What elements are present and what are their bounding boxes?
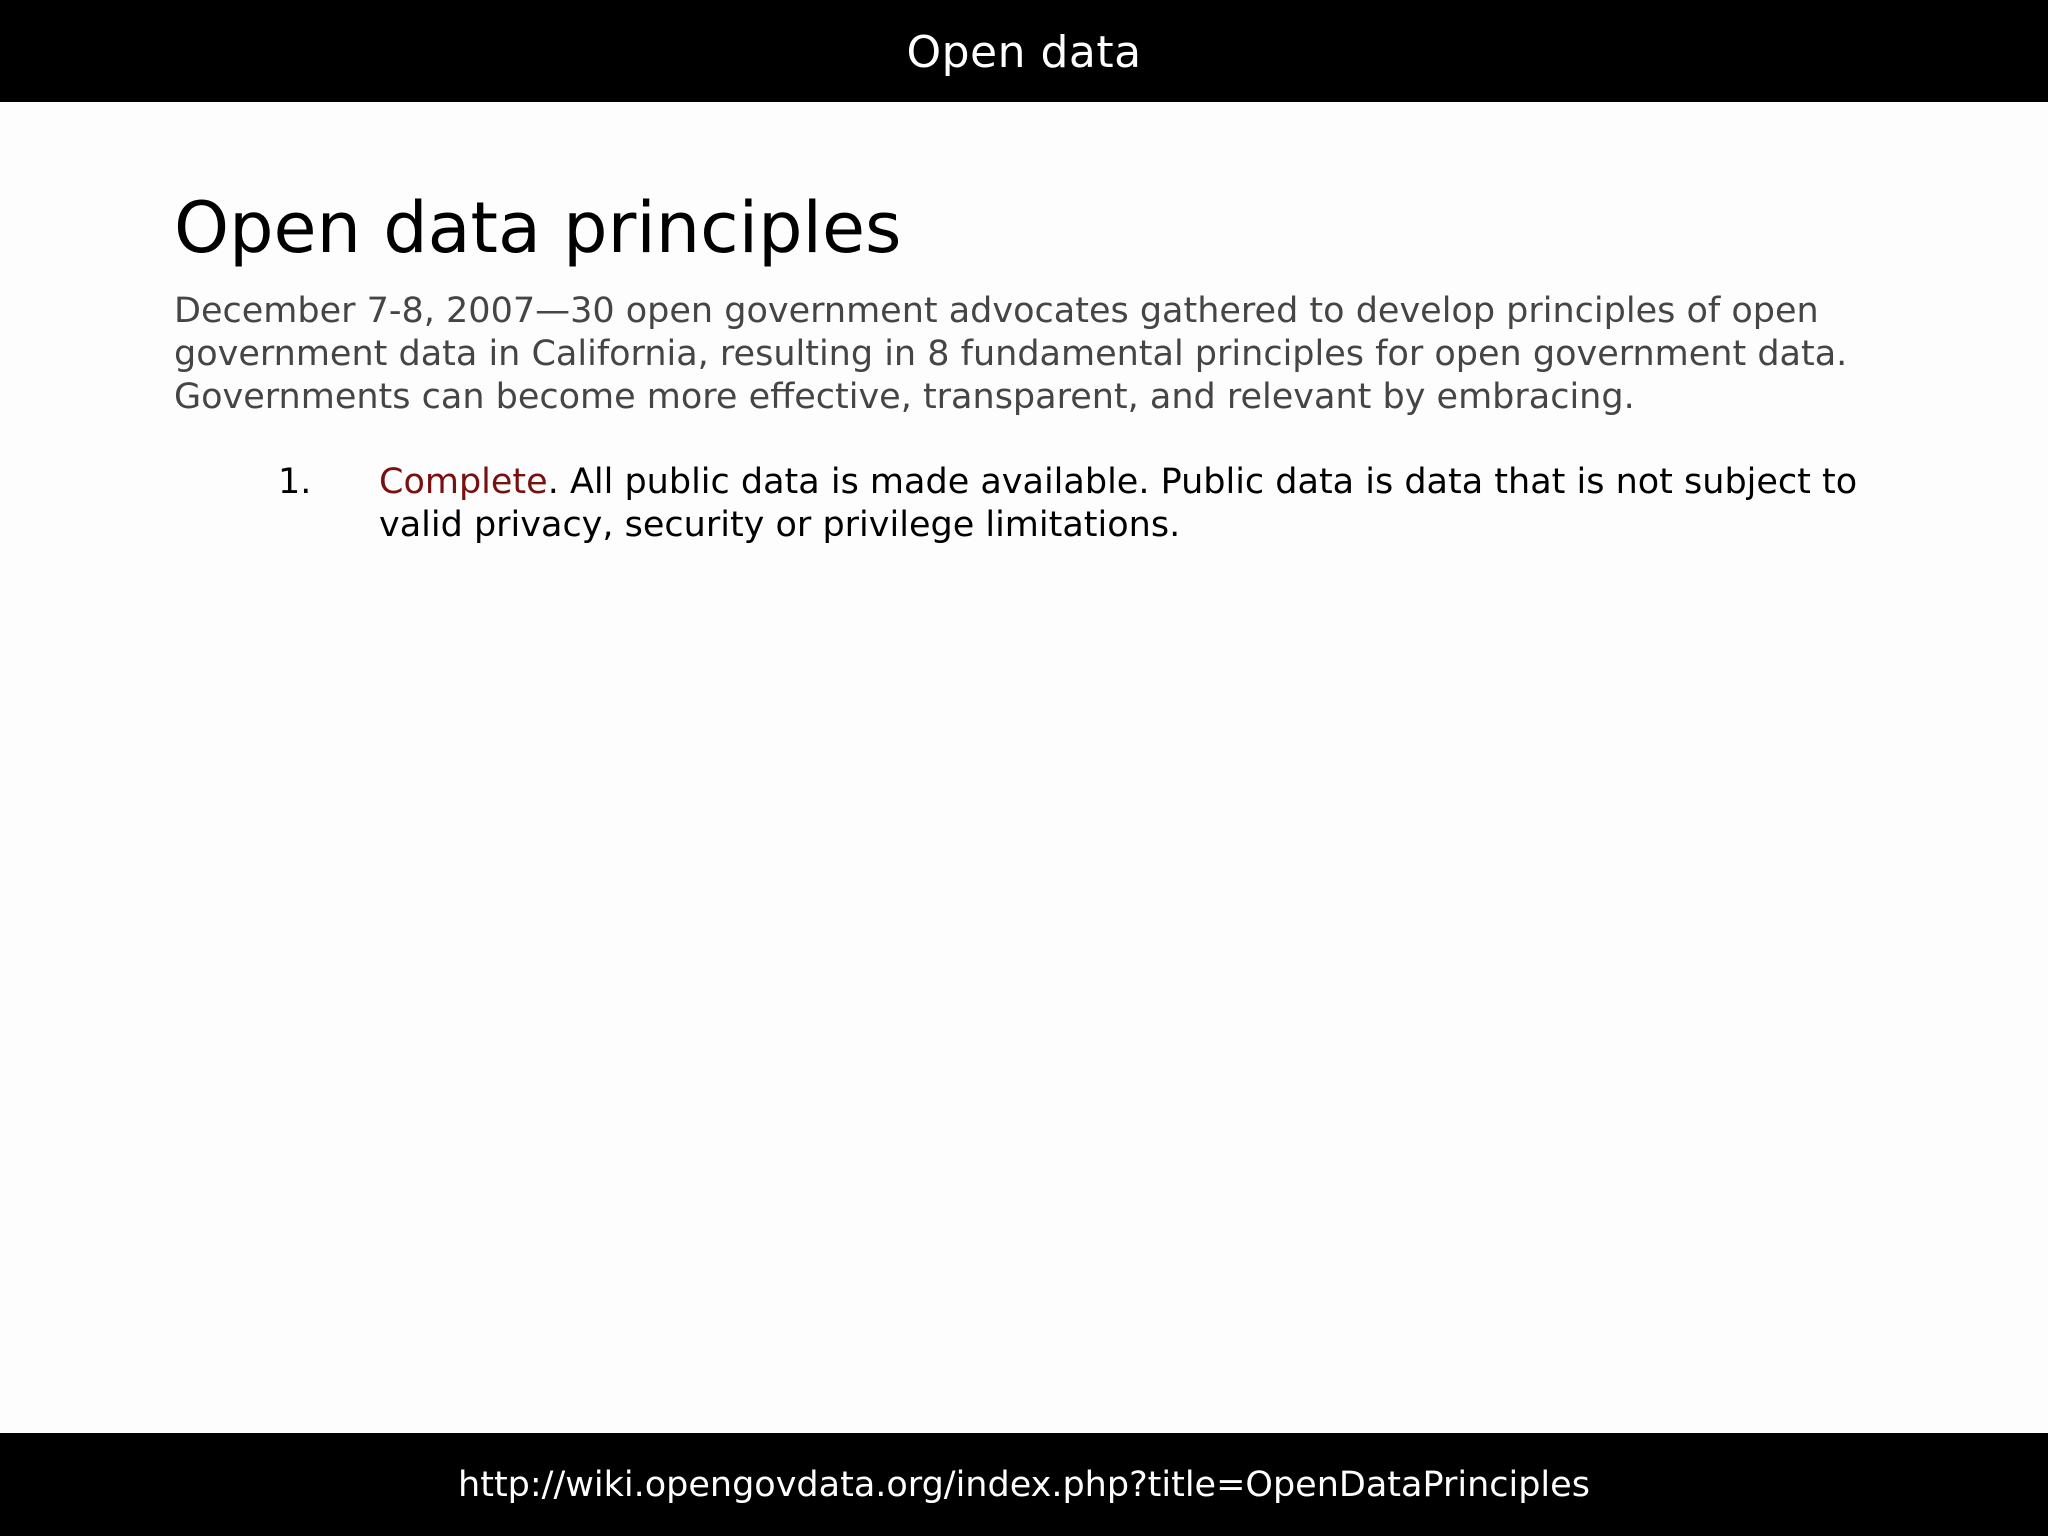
principles-list <box>174 461 1874 547</box>
header-title: Open data <box>906 27 1142 78</box>
list-item-number: 1. <box>278 462 312 502</box>
header-bar <box>0 0 2048 102</box>
principle-term: Complete <box>379 462 548 502</box>
slide-content <box>174 186 1874 547</box>
footer-url: http://wiki.opengovdata.org/index.php?title=OpenDataPrinciples <box>458 1465 1590 1505</box>
page-title: Open data principles <box>174 187 902 269</box>
list-item <box>174 461 1874 547</box>
list-item-body <box>379 461 1874 547</box>
intro-paragraph: December 7-8, 2007—30 open government advocates gathered to develop principles of open government data in California, resulting in 8 fundamental principles for open government data. Governments can become more effective, transparent, and relevant by embracing. <box>174 291 1848 417</box>
footer-bar <box>0 1433 2048 1536</box>
principle-description: . All public data is made available. Public data is data that is not subject to valid privacy, security or privilege limitations. <box>379 462 1858 545</box>
